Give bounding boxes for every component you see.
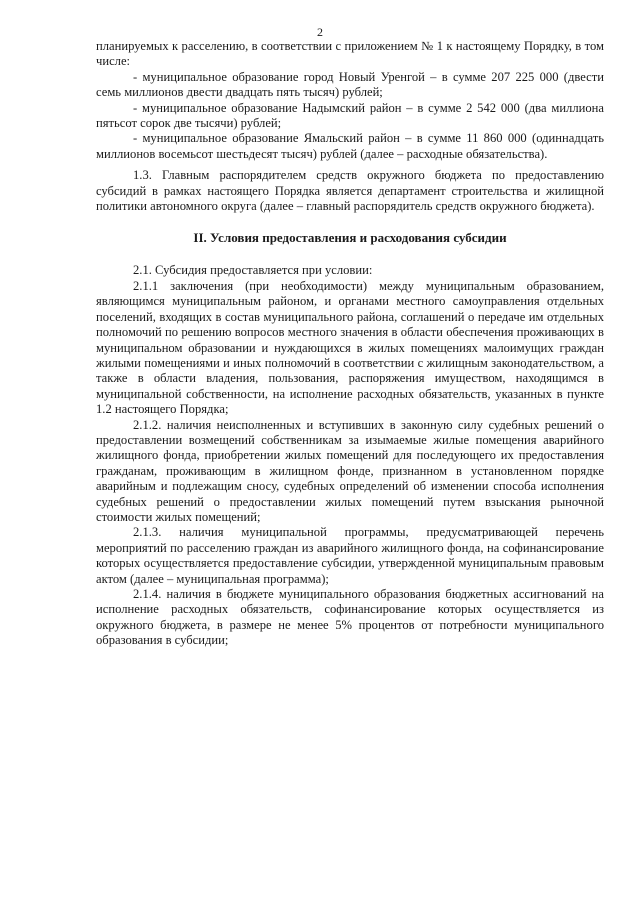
section-heading: II. Условия предоставления и расходования субсидии <box>193 230 507 246</box>
paragraph-2-1-3: 2.1.3. наличия муниципальной программы, предусматривающей перечень мероприятий по расселению граждан из аварийного жилищного фонда, на софинансирование которых осуществляется предоставление субсидии, утвержденной муниципальным правовым актом (далее – муниципальная программа); <box>96 525 604 586</box>
paragraph-intro: планируемых к расселению, в соответствии с приложением № 1 к настоящему Порядку, в том числе: <box>96 39 604 69</box>
document-body <box>96 39 604 649</box>
paragraph-2-1-4: 2.1.4. наличия в бюджете муниципального образования бюджетных ассигнований на исполнение расходных обязательств, софинансирование которых осуществляется из окружного бюджета, в размере не менее 5% процентов от потребности муниципального образования в субсидии; <box>96 587 604 648</box>
paragraph-yamal: - муниципальное образование Ямальский район – в сумме 11 860 000 (одиннадцать миллионов восемьсот шестьдесят тысяч) рублей (далее – расходные обязательства). <box>96 131 604 161</box>
paragraph-1-3: 1.3. Главным распорядителем средств окружного бюджета по предоставлению субсидий в рамках настоящего Порядка является департамент строительства и жилищной политики автономного округа (далее – главный распорядитель средств окружного бюджета). <box>96 168 604 214</box>
paragraph-nadym: - муниципальное образование Надымский район – в сумме 2 542 000 (два миллиона пятьсот сорок две тысячи) рублей; <box>96 100 604 131</box>
paragraph-2-1-2: 2.1.2. наличия неисполненных и вступивших в законную силу судебных решений о предоставлении возмещений собственникам за изымаемые жилые помещения аварийного жилищного фонда, приобретении жилых помещений для последующего их предоставления гражданам, проживающим в жилищном фонде, признанном в установленном порядке аварийным и подлежащим сносу, судебных определений об изменении способа исполнения судебных решений о предоставлении жилых помещений путем взыскания рыночной стоимости жилых помещений; <box>96 417 604 524</box>
paragraph-2-1: 2.1. Субсидия предоставляется при условии: <box>133 263 373 278</box>
page-number: 2 <box>317 25 323 39</box>
paragraph-2-1-1: 2.1.1 заключения (при необходимости) между муниципальным образованием, являющимся муниципальным районом, и органами местного самоуправления отдельных поселений, входящих в состав муниципального района, соглашений о передаче им отдельных полномочий по решению вопросов местного значения в области обеспечения проживающих в муниципальном образовании и нуждающихся в жилых помещениях малоимущих граждан жилыми помещениями и иных полномочий в соответствии с жилищным законодательством, а также в области владения, пользования, распоряжения имуществом, находящимся в муниципальной собственности, на исполнение расходных обязательств, указанных в пункте 1.2 настоящего Порядка; <box>96 278 604 417</box>
paragraph-novy-urengoy: - муниципальное образование город Новый Уренгой – в сумме 207 225 000 (двести семь миллионов двести двадцать пять тысяч) рублей; <box>96 69 604 100</box>
